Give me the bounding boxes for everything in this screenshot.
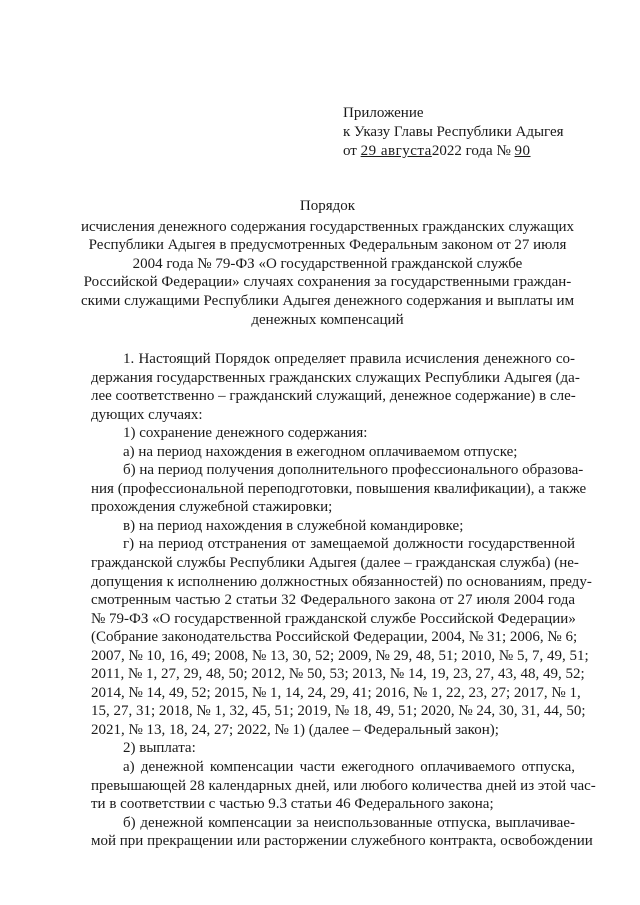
appendix-date-line <box>343 142 564 161</box>
body-line: а) на период нахождения в ежегодном оплачиваемом отпуске; <box>123 443 518 460</box>
body-line: мой при прекращении или расторжении служебного контракта, освобождении <box>91 833 593 850</box>
body-line: 1. Настоящий Порядок определяет правила исчисления денежного со- <box>123 351 575 367</box>
body-line: 2014, № 14, 49, 52; 2015, № 1, 14, 24, 29, 41; 2016, № 1, 22, 23, 27; 2017, № 1, <box>91 684 581 701</box>
body-line: смотренным частью 2 статьи 32 Федерального закона от 27 июля 2004 года <box>91 592 575 609</box>
appendix-label: Приложение <box>343 105 424 121</box>
decree-number: 90 <box>514 143 531 159</box>
body-line: б) на период получения дополнительного профессионального образова- <box>123 462 584 479</box>
body-line: гражданской службы Республики Адыгея (далее – гражданская служба) (не- <box>91 555 579 572</box>
body-line: 2011, № 1, 27, 29, 48, 50; 2012, № 50, 53; 2013, № 14, 19, 23, 27, 43, 48, 49, 52; <box>91 666 585 683</box>
document-title <box>80 197 575 329</box>
title-line: Республики Адыгея в предусмотренных Федеральным законом от 27 июля <box>88 237 567 254</box>
body-line: 15, 27, 31; 2018, № 1, 32, 45, 51; 2019, № 18, 49, 51; 2020, № 24, 30, 31, 44, 50; <box>91 703 586 720</box>
body-line: 2021, № 13, 18, 24, 27; 2022, № 1) (далее – Федеральный закон); <box>91 721 499 738</box>
body-line: превышающей 28 календарных дней, или любого количества дней из этой час- <box>91 777 596 794</box>
date-year: 2022 года № <box>431 143 511 159</box>
title-line: денежных компенсаций <box>251 311 404 328</box>
date-day-month: 29 августа <box>360 143 432 159</box>
body-line: допущения к исполнению должностных обязанностей) по основаниям, преду- <box>91 573 592 590</box>
body-line: ния (профессиональной переподготовки, повышения квалификации), а также <box>91 480 587 497</box>
body-line: ти в соответствии с частью 9.3 статьи 46 Федерального закона; <box>91 796 494 813</box>
body-line: а) денежной компенсации части ежегодного оплачиваемого отпуска, <box>123 759 575 776</box>
body-line: в) на период нахождения в служебной командировке; <box>123 517 464 534</box>
body-line: г) на период отстранения от замещаемой должности государственной <box>123 536 575 553</box>
title-line: 2004 года № 79-ФЗ «О государственной гражданской службе <box>132 255 523 272</box>
title-line: исчисления денежного содержания государственных гражданских служащих <box>80 218 575 235</box>
date-prefix: от <box>343 143 357 159</box>
body-line: держания государственных гражданских служащих Республики Адыгея (да- <box>91 369 580 386</box>
body-line: дующих случаях: <box>91 406 203 423</box>
appendix-block <box>343 104 564 161</box>
body-line: прохождения служебной стажировки; <box>91 499 333 516</box>
title-heading: Порядок <box>299 198 356 214</box>
body-line: 2) выплата: <box>123 740 196 757</box>
title-line: скими служащими Республики Адыгея денежного содержания и выплаты им <box>80 292 575 309</box>
body-line: б) денежной компенсации за неиспользованные отпуска, выплачивае- <box>123 814 575 831</box>
document-body <box>91 350 596 851</box>
body-line: № 79-ФЗ «О государственной гражданской службе Российской Федерации» <box>91 610 576 627</box>
appendix-decree-reference: к Указу Главы Республики Адыгея <box>343 124 564 140</box>
body-line: 1) сохранение денежного содержания: <box>123 425 368 442</box>
title-line: Российской Федерации» случаях сохранения за государственными граждан- <box>83 274 572 291</box>
body-line: (Собрание законодательства Российской Федерации, 2004, № 31; 2006, № 6; <box>91 629 578 646</box>
body-line: 2007, № 10, 16, 49; 2008, № 13, 30, 52; 2009, № 29, 48, 51; 2010, № 5, 7, 49, 51; <box>91 647 589 664</box>
body-line: лее соответственно – гражданский служащий, денежное содержание) в сле- <box>91 388 576 405</box>
